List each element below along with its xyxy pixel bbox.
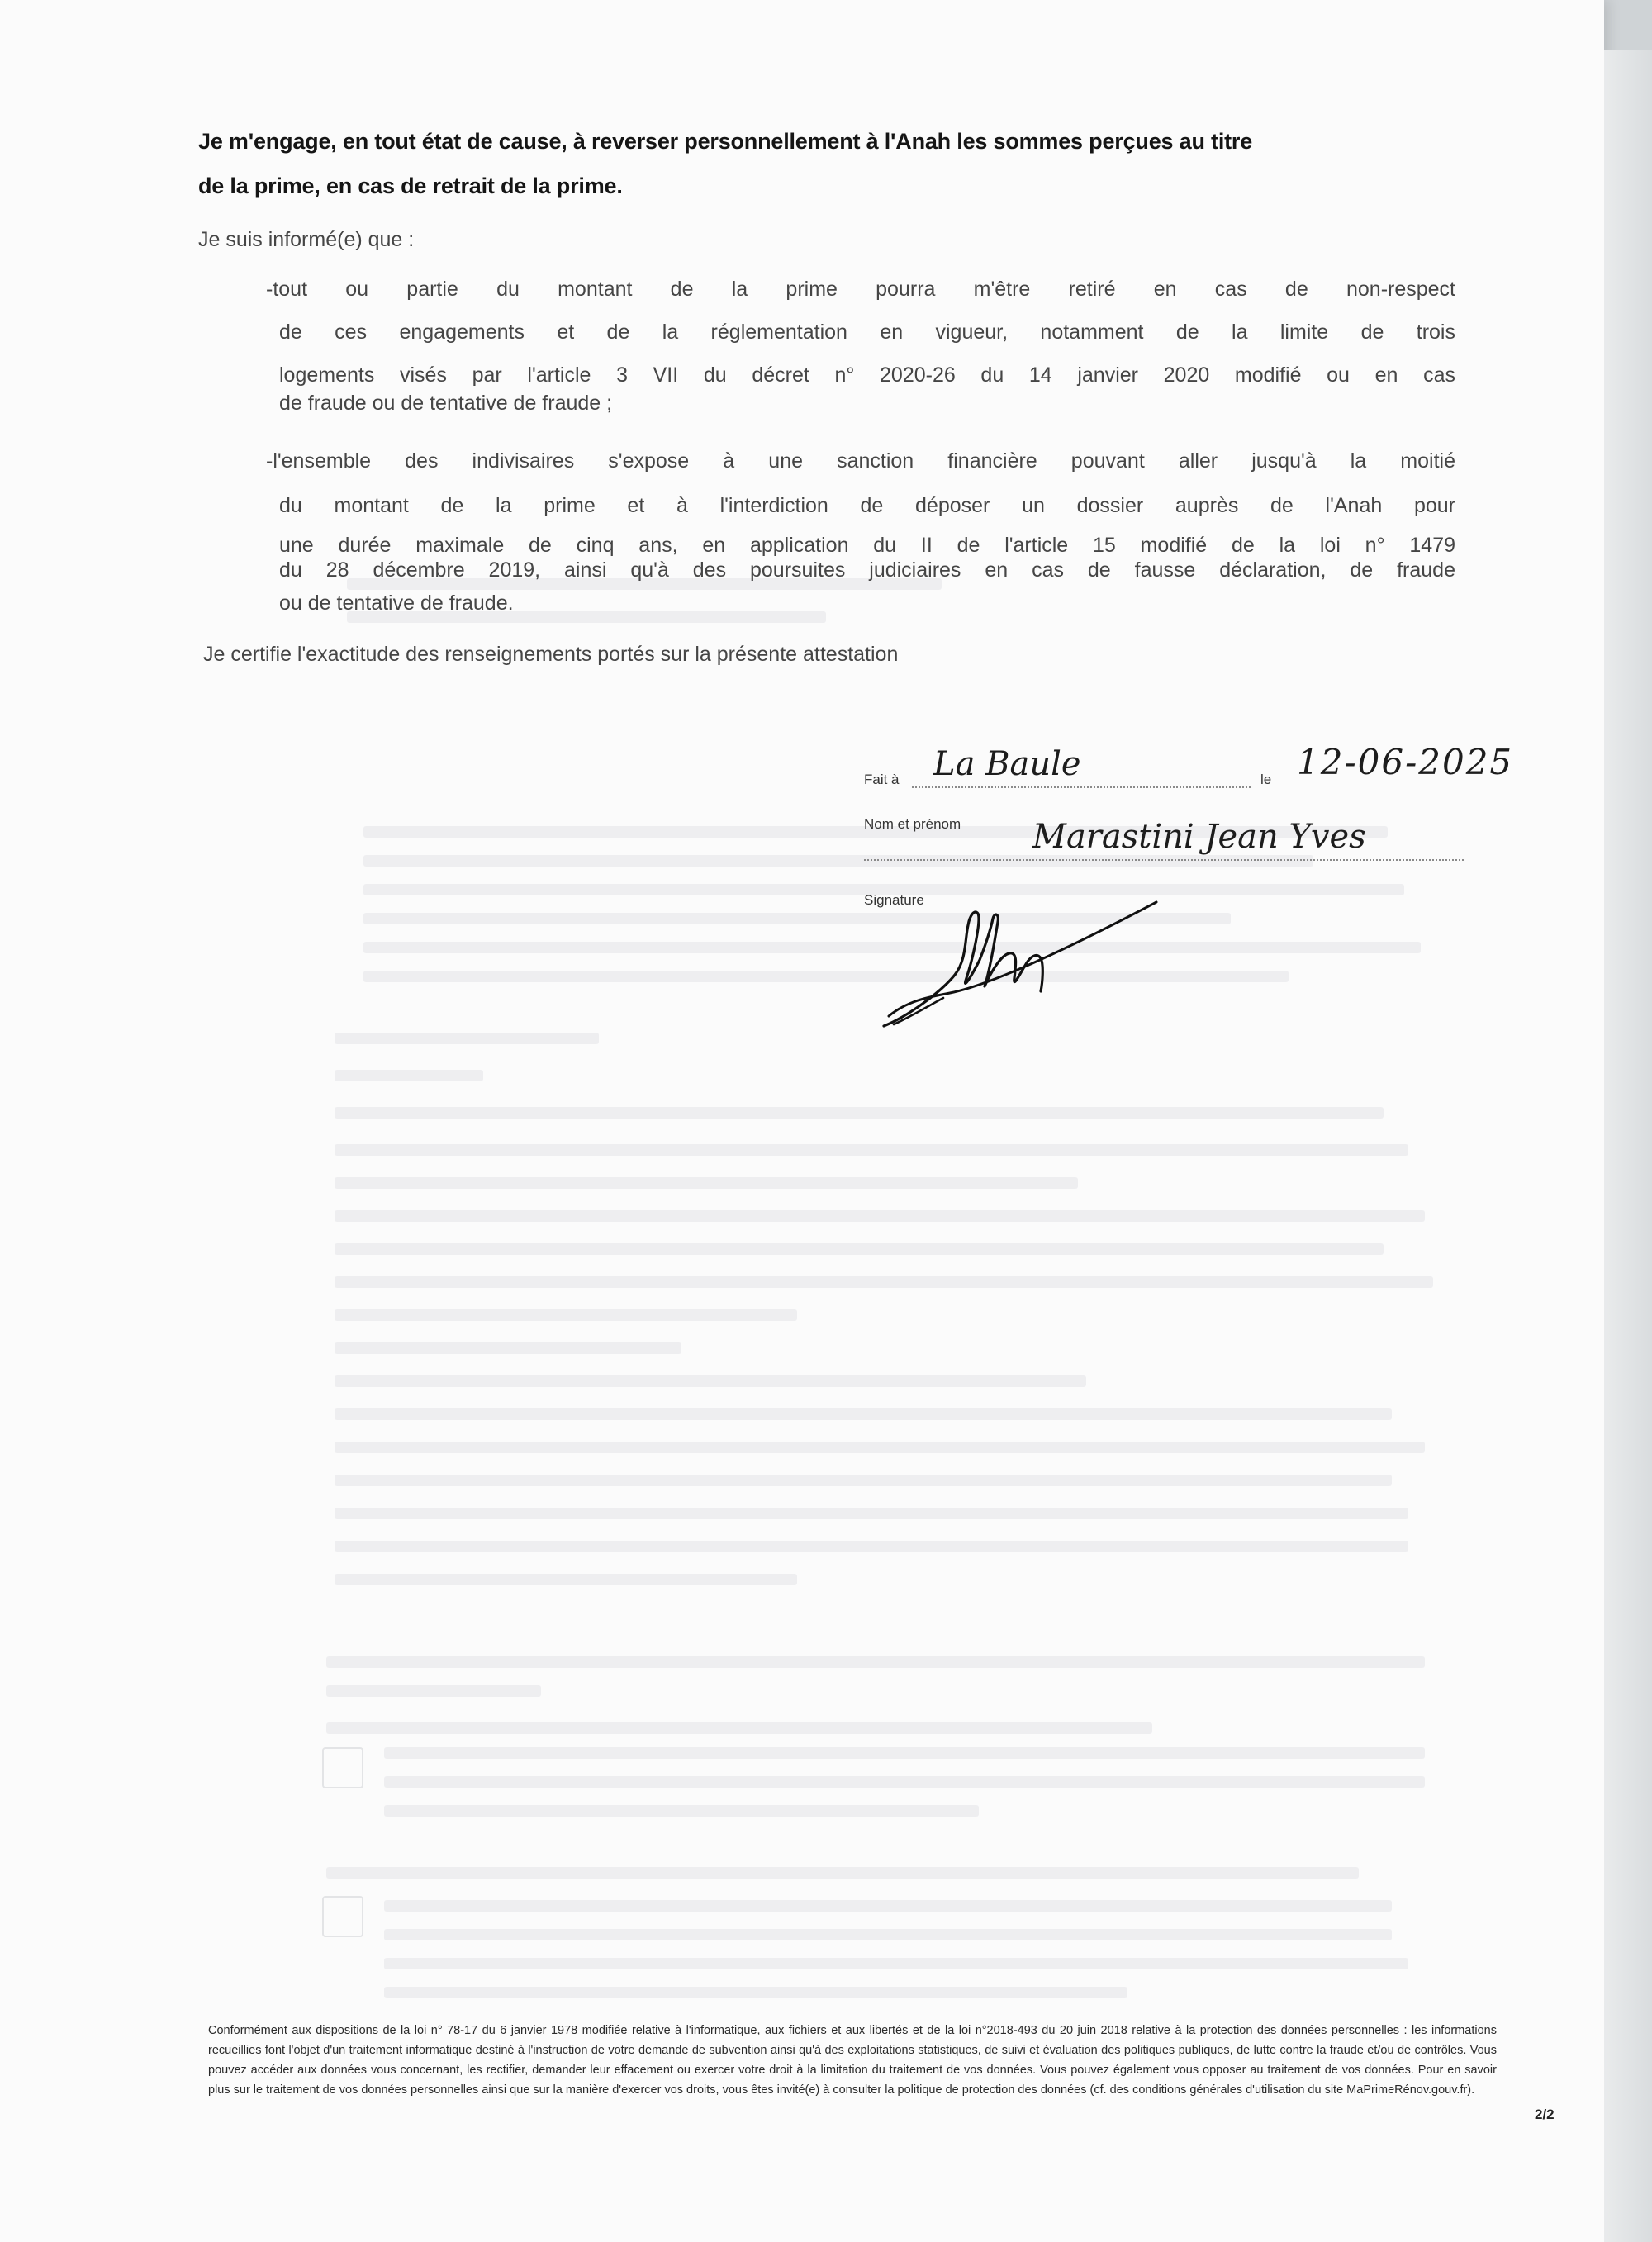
bullet-line: une durée maximale de cinq ans, en application du II de l'article 15 modifié de la loi n° 1479 xyxy=(279,534,1455,557)
place-label: Fait à xyxy=(864,772,900,787)
bullet-line: logements visés par l'article 3 VII du décret n° 2020-26 du 14 janvier 2020 modifié ou en cas xyxy=(279,363,1455,387)
legal-footer: Conformément aux dispositions de la loi n° 78-17 du 6 janvier 1978 modifiée relative à l'informatique, aux fichiers et aux libertés et de la loi n°2018-493 du 20 juin 2018 relative à la protection des données personnelles : les informations recueillies font l'objet d'un traitement informatique destiné à l'instruction de votre demande de subvention ainsi qu'à des exploitations statistiques, de suivi et évaluation des politiques publiques, de lutte contre la fraude et/ou de contrôles. Vous pouvez accéder aux données vous concernant, les rectifier, demander leur effacement ou exercer votre droit à la limitation du traitement de vos données. Vous pouvez également vous opposer au traitement de vos données. Pour en savoir plus sur le traitement de vos données personnelles ainsi que sur la manière d'exercer vos droits, vous êtes invité(e) à consulter la politique de protection des données (cf. des conditions générales d'utilisation du site MaPrimeRénov.gouv.fr). xyxy=(208,2024,1497,2097)
commitment-line-2: de la prime, en cas de retrait de la prime. xyxy=(198,173,623,198)
handwritten-signature xyxy=(876,892,1173,1033)
name-label: Nom et prénom xyxy=(864,816,961,832)
certify-statement: Je certifie l'exactitude des renseignements portés sur la présente attestation xyxy=(203,643,899,666)
bullet-line: du 28 décembre 2019, ainsi qu'à des poursuites judiciaires en cas de fausse déclaration, de fraude xyxy=(279,558,1455,582)
bullet-line: ou de tentative de fraude. xyxy=(279,591,514,615)
date-value: 12-06-2025 xyxy=(1297,742,1514,782)
bullet-line: -tout ou partie du montant de la prime pourra m'être retiré en cas de non-respect xyxy=(266,278,1455,301)
bullet-line: du montant de la prime et à l'interdiction de déposer un dossier auprès de l'Anah pour xyxy=(279,494,1455,517)
bullet-line: de fraude ou de tentative de fraude ; xyxy=(279,392,613,415)
page-number: 2/2 xyxy=(1535,2107,1555,2122)
place-value: La Baule xyxy=(933,745,1081,783)
name-line xyxy=(864,859,1464,861)
date-label: le xyxy=(1260,772,1272,787)
bullet-line: -l'ensemble des indivisaires s'expose à une sanction financière pouvant aller jusqu'à la moitié xyxy=(266,449,1455,473)
place-line xyxy=(912,786,1251,788)
signature-label: Signature xyxy=(864,892,924,908)
page-edge-shadow xyxy=(1604,50,1652,2242)
bullet-line: de ces engagements et de la réglementation en vigueur, notamment de la limite de trois xyxy=(279,321,1455,344)
informed-intro: Je suis informé(e) que : xyxy=(198,228,415,251)
commitment-line-1: Je m'engage, en tout état de cause, à reverser personnellement à l'Anah les sommes perçues au titre xyxy=(198,129,1253,154)
name-value: Marastini Jean Yves xyxy=(1032,818,1366,856)
